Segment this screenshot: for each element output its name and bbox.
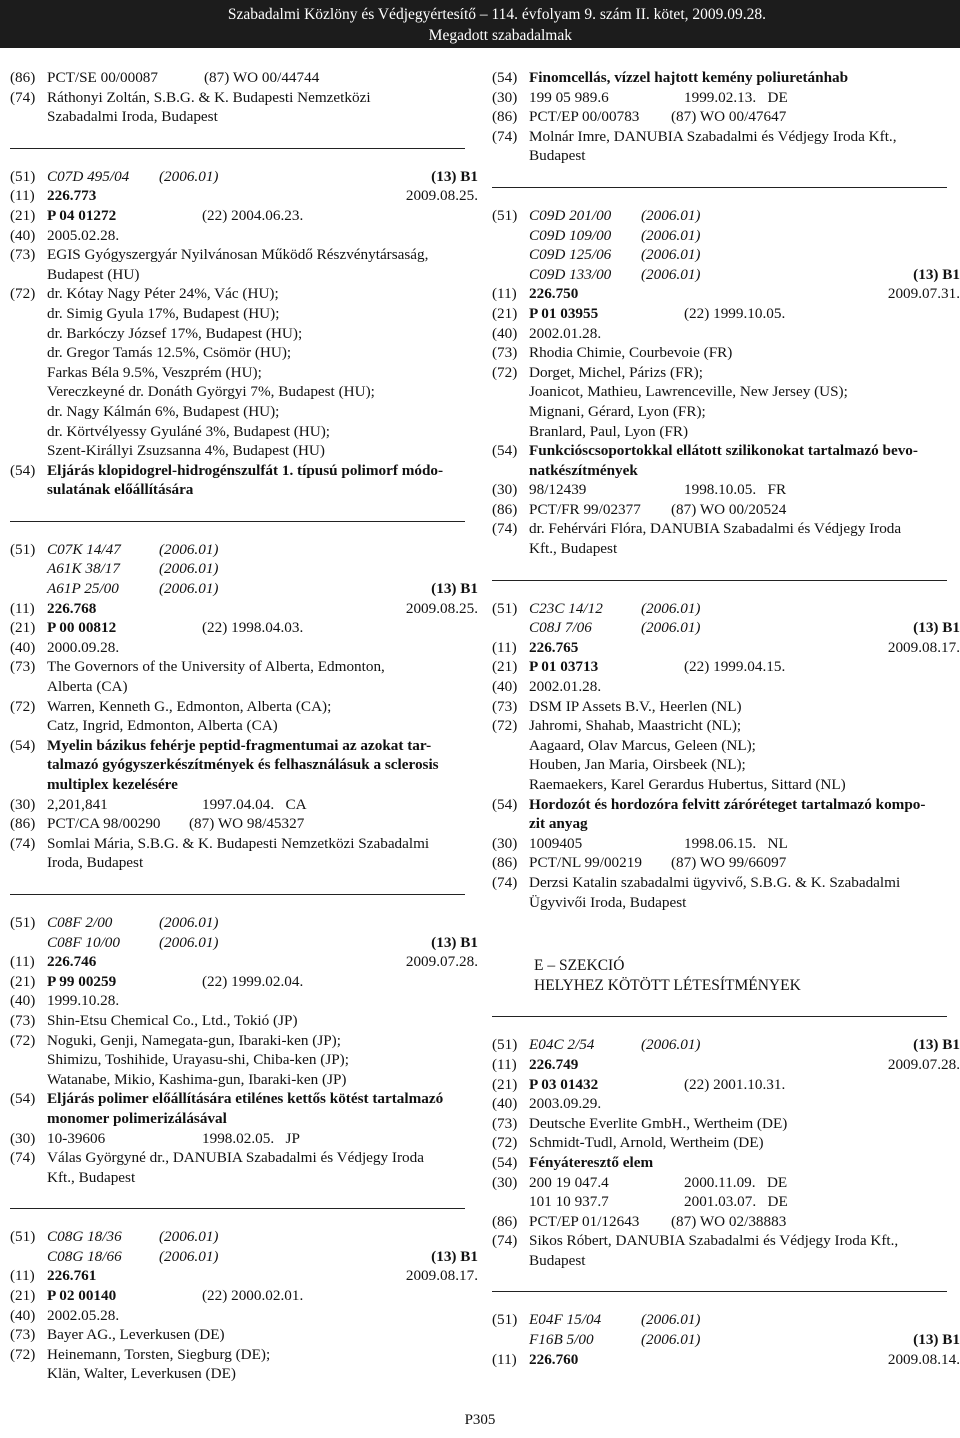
patent-number: 226.765 [529,638,579,656]
patent-title: Finomcellás, vízzel hajtott kemény poliuretánhab [529,69,849,86]
section-letter: E – SZEKCIÓ [534,957,625,975]
patent-number: 226.773 [47,187,97,205]
ipc-code: C08G 18/66 [47,1247,122,1265]
patent-entry-226768: (51) C07K 14/47 (2006.01) A61K 38/17 (2006.01) A61P 25/00 (2006.01) (13) B1 (11) 226.768 2009.08.25. (21) P 00 00812 (22) 1998.04.03. (40) 2000.09.28. (73) The Governors of the University of Alberta, Edmonton, Alberta (CA) (72) Warren, Kenneth G., Edmonton, Alberta (CA); Catz, Ingrid, Edmonton, Alberta (CA) (54) Myelin bázikus fehérje peptid-fragmentumai az azokat tar- talmazó gyógyszerkészítmények és felhasználásuk a sclerosis multiplex kezelésére (30) 2,201,841 1997.04.04. CA (86) PCT/CA 98/00290 (87) WO 98/45327 (74) Somlai Mária, S.B.G. & K. Budapesti Nemzetközi Szabadalmi Iroda, Budapest [10,540,478,872]
ipc-code: C09D 125/06 [529,246,612,264]
patent-number: 226.749 [529,1055,579,1073]
patent-entry-226773: (51) C07D 495/04 (2006.01) (13) B1 (11) 226.773 2009.08.25. (21) P 04 01272 (22) 2004.06.23. (40) 2005.02.28. (73) EGIS Gyógyszergyár Nyilvánosan Működő Részvénytársaság, Budapest (HU) (72) dr. Kótay Nagy Péter 24%, Vác (HU); dr. Simig Gyula 17%, Budapest (HU); dr. Barkóczy József 17%, Budapest (HU); dr. Gregor Tamás 12.5%, Csömör (HU); Farkas Béla 9.5%, Veszprém (HU); Vereczkeyné dr. Donáth Györgyi 7%, Budapest (HU); dr. Nagy Kálmán 6%, Budapest (HU); dr. Körtvélyessy Gyuláné 3%, Budapest (HU); Szent-Királlyi Zsuzsanna 4%, Budapest (HU) (54) Eljárás klopidogrel-hidrogénszulfát 1. típusú polimorf módo- sulatának előállítására [10,167,478,499]
patent-title: Fényáteresztő elem [529,1153,654,1171]
patent-title: Eljárás polimer előállítására etilénes kettős kötést tartalmazó [47,1090,444,1108]
kind-code: (13) B1 [431,933,478,951]
patent-title: Myelin bázikus fehérje peptid-fragmentumai az azokat tar- [47,736,432,754]
patent-entry-226760: (51) E04F 15/04 (2006.01) F16B 5/00 (2006.01) (13) B1 (11) 226.760 2009.08.14. [492,1311,960,1368]
ipc-code: C09D 109/00 [529,226,612,244]
patent-entry-226750: (51) C09D 201/00 (2006.01) C09D 109/00 (2006.01) C09D 125/06 (2006.01) C09D 133/00 (2006.01) (13) B1 (11) 226.750 2009.07.31. (21) P 01 03955 (22) 1999.10.05. (40) 2002.01.28. (73) Rhodia Chimie, Courbevoie (FR) (72) Dorget, Michel, Párizs (FR); Joanicot, Mathieu, Lawrenceville, New Jersey (US); Mignani, Gérard, Lyon (FR); Branlard, Paul, Lyon (FR) (54) Funkcióscsoportokkal ellátott szilikonokat tartalmazó bevo- natkészítmények (30) 98/12439 1998.10.05. FR (86) PCT/FR 99/02377 (87) WO 00/20524 (74) dr. Fehérvári Flóra, DANUBIA Szabadalmi és Védjegy Iroda Kft., Budapest [492,206,960,558]
kind-code: (13) B1 [913,1331,960,1349]
patent-entry-226765: (51) C23C 14/12 (2006.01) C08J 7/06 (2006.01) (13) B1 (11) 226.765 2009.08.17. (21) P 01 03713 (22) 1999.04.15. (40) 2002.01.28. (73) DSM IP Assets B.V., Heerlen (NL) (72) Jahromi, Shahab, Maastricht (NL); Aagaard, Olav Marcus, Geleen (NL); Houben, Jan Maria, Oirsbeek (NL); Raemaekers, Karel Gerardus Hubertus, Sittard (NL) (54) Hordozót és hordozóra felvitt záróréteget tartalmazó kompo- zit anyag (30) 1009405 1998.06.15. NL (86) PCT/NL 99/00219 (87) WO 99/66097 (74) Derzsi Katalin szabadalmi ügyvivő, S.B.G. & K. Szabadalmi Ügyvivői Iroda, Budapest [492,599,960,911]
ipc-code: C08F 10/00 [47,933,120,951]
patent-number: 226.746 [47,953,97,971]
entry-separator [10,521,465,522]
section-title: Megadott szabadalmak [428,27,572,44]
section-heading [534,932,960,995]
patent-entry-226761: (51) C08G 18/36 (2006.01) C08G 18/66 (2006.01) (13) B1 (11) 226.761 2009.08.17. (21) P 02 00140 (22) 2000.02.01. (40) 2002.05.28. (73) Bayer AG., Leverkusen (DE) (72) Heinemann, Torsten, Siegburg (DE); Klän, Walter, Leverkusen (DE) [10,1228,478,1383]
entry-separator [492,580,947,581]
ipc-code: C08G 18/36 [47,1228,122,1246]
kind-code: (13) B1 [431,1247,478,1265]
patent-number: 226.760 [529,1350,579,1368]
patent-entry-226749: (51) E04C 2/54 (2006.01) (13) B1 (11) 226.749 2009.07.28. (21) P 03 01432 (22) 2001.10.31. (40) 2003.09.29. (73) Deutsche Everlite GmbH., Wertheim (DE) (72) Schmidt-Tudl, Arnold, Wertheim (DE) (54) Fényáteresztő elem (30) 200 19 047.4 2000.11.09. DE 101 10 937.7 2001.03.07. DE (86) PCT/EP 01/12643 (87) WO 02/38883 (74) Sikos Róbert, DANUBIA Szabadalmi és Védjegy Iroda Kft., Budapest [492,1036,960,1269]
ipc-code: A61K 38/17 [47,560,120,578]
journal-title: Szabadalmi Közlöny és Védjegyértesítő – 114. évfolyam 9. szám II. kötet, 2009.09.28. [227,6,766,23]
patent-title: Hordozót és hordozóra felvitt záróréteget tartalmazó kompo- [529,795,926,813]
patent-title: Eljárás klopidogrel-hidrogénszulfát 1. típusú polimorf módo- [47,461,444,479]
entry-separator [492,1291,947,1292]
patent-title: Funkcióscsoportokkal ellátott szilikonokat tartalmazó bevo- [529,442,918,460]
ipc-code: C07D 495/04 [47,167,130,185]
kind-code: (13) B1 [431,580,478,598]
page-number: P305 [464,1412,496,1428]
ipc-code: C23C 14/12 [529,599,603,617]
ipc-code: C07K 14/47 [47,540,121,558]
ipc-code: C08F 2/00 [47,913,113,931]
ipc-code: A61P 25/00 [47,580,119,598]
kind-code: (13) B1 [913,265,960,283]
section-name: HELYHEZ KÖTÖTT LÉTESÍTMÉNYEK [534,976,801,994]
left-column [10,68,478,1384]
entry-separator [492,1016,947,1017]
ipc-code: C09D 133/00 [529,265,612,283]
patent-entry-226746: (51) C08F 2/00 (2006.01) C08F 10/00 (2006.01) (13) B1 (11) 226.746 2009.07.28. (21) P 99 00259 (22) 1999.02.04. (40) 1999.10.28. (73) Shin-Etsu Chemical Co., Ltd., Tokió (JP) (72) Noguki, Genji, Namegata-gun, Ibaraki-ken (JP); Shimizu, Toshihide, Urayasu-shi, Chiba-ken (JP); Watanabe, Mikio, Kashima-gun, Ibaraki-ken (JP) (54) Eljárás polimer előállítására etilénes kettős kötést tartalmazó monomer polimerizálásával (30) 10-39606 1998.02.05. JP (74) Válas Györgyné dr., DANUBIA Szabadalmi és Védjegy Iroda Kft., Budapest [10,913,478,1186]
patent-number: 226.750 [529,285,579,303]
entry-continued-right: (54) Finomcellás, vízzel hajtott kemény poliuretánhab (30) 199 05 989.6 1999.02.13. DE (86) PCT/EP 00/00783 (87) WO 00/47647 (74) Molnár Imre, DANUBIA Szabadalmi és Védjegy Iroda Kft., Budapest [492,68,960,166]
entry-continued: (86) PCT/SE 00/00087 (87) WO 00/44744 (74) Ráthonyi Zoltán, S.B.G. & K. Budapesti Nemzetközi Szabadalmi Iroda, Budapest [10,69,371,126]
ipc-code: E04C 2/54 [529,1036,595,1054]
kind-code: (13) B1 [913,1036,960,1054]
ipc-code: C08J 7/06 [529,619,592,637]
journal-header [0,0,960,48]
entry-separator [10,148,465,149]
patent-number: 226.761 [47,1267,97,1285]
ipc-code: E04F 15/04 [529,1311,602,1329]
entry-separator [10,894,465,895]
patent-number: 226.768 [47,599,97,617]
kind-code: (13) B1 [431,167,478,185]
ipc-code: F16B 5/00 [529,1331,594,1349]
ipc-code: C09D 201/00 [529,206,612,224]
entry-separator [492,187,947,188]
entry-separator [10,1208,465,1209]
kind-code: (13) B1 [913,619,960,637]
right-column [492,68,960,1369]
